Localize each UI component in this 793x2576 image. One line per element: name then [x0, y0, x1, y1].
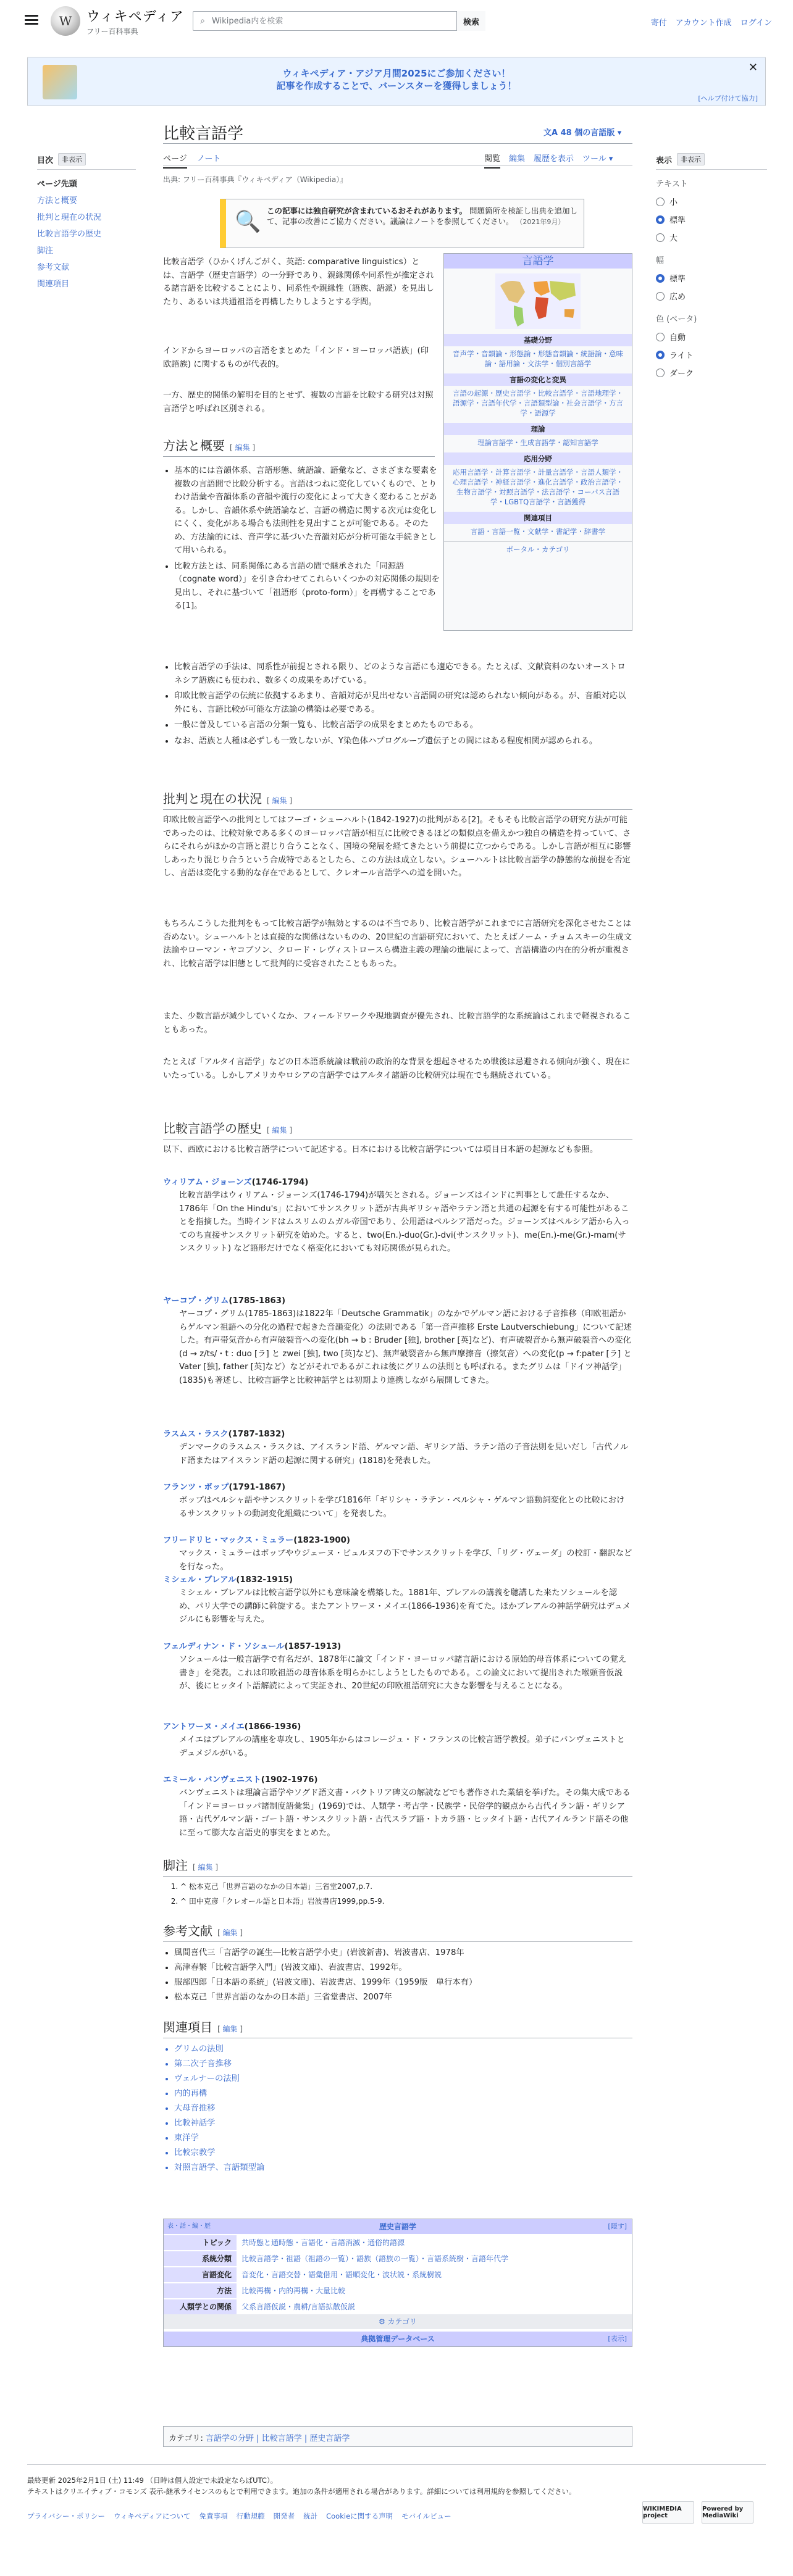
intro-paragraph: 比較言語学（ひかくげんごがく、英語: comparative linguistics）とは、言語学（歴史言語学）の一分野であり、親縁関係や同系性が推定される諸言語を比較することにより、同系性や親縁性（語族、語派）を見出したり、あるいは共通祖語を再構したりしようとする学問。 [163, 257, 434, 307]
color-label: 色 (ベータ) [656, 315, 697, 324]
navbox-row-key: トピック [164, 2235, 237, 2250]
method-list [174, 661, 632, 750]
color-dark[interactable]: ダーク [656, 364, 767, 381]
category-label: カテゴリ: [169, 2434, 203, 2443]
close-icon[interactable]: ✕ [748, 61, 758, 74]
related-item[interactable]: • 比較宗教学 [174, 2147, 264, 2159]
world-map [495, 273, 581, 329]
linguistics-infobox [443, 253, 632, 631]
infobox-links[interactable]: 言語・言語一覧・文献学・書記学・辞書学 [470, 527, 606, 536]
search-input[interactable] [212, 17, 456, 26]
category-link[interactable]: 言語学の分野 [206, 2434, 254, 2443]
method-list [174, 464, 441, 615]
license-text: テキストはクリエイティブ・コモンズ 表示-継承ライセンスのもとで利用できます。追加の条件が適用される場合があります。詳細については利用規約を参照してください。 [27, 2487, 576, 2496]
color-auto[interactable]: 自動 [656, 328, 767, 346]
section-heading: 方法と概要 [ 編集 ] [163, 436, 435, 457]
paragraph: 印欧比較言語学への批判としてはフーゴ・シューハルト(1842-1927)の批判がある[2]。そもそも比較言語学の研究方法が可能であったのは、比較対象である多くのヨーロッパ言語が相互に比較できるほどの類似点を備えかつ独自の構造を持っていて、さらにそれらがほかの言語と混じり合うことなく、国境の発展を経てきたという前提に立つからである。しかし言語が相互に影響しあったり混じり合うという合成特であるとしたら、この方法は成立しない。シューハルトは比較言語学の静態的な前提を否定し、言語は変化する動的な存在であるとして、クレオール言語学への道を開いた。 [163, 815, 631, 878]
edit-section-link[interactable]: 編集 [272, 1126, 287, 1135]
source-note: 出典: フリー百科事典『ウィキペディア（Wikipedia）』 [163, 175, 348, 184]
section-heading: 脚注 [ 編集 ] [163, 1856, 632, 1877]
last-edited: 最終更新 2025年2月1日 (土) 11:49 （日時は個人設定で未設定ならばUTC）。 [27, 2476, 278, 2485]
wikipedia-logo[interactable]: W [51, 6, 80, 36]
search-box [193, 11, 485, 31]
navbox-row-value[interactable]: 音変化・言語交替・語彙借用・語順変化・波状説・系統樹説 [237, 2267, 632, 2282]
footer-link[interactable]: ウィキペディアについて [113, 2512, 191, 2520]
appearance-title: 表示 [656, 156, 673, 165]
person-heading: アントワーヌ・メイエ(1866-1936) [163, 1722, 301, 1732]
notice-title: この記事には独自研究が含まれているおそれがあります。 [267, 206, 468, 215]
table-of-contents [37, 153, 136, 293]
footer-link[interactable]: モバイルビュー [401, 2512, 451, 2520]
person-heading: ミシェル・ブレアル(1832-1915) [163, 1575, 293, 1585]
donate-link[interactable]: 寄付 [650, 19, 667, 28]
navbox-row-value[interactable]: 比較言語学・祖語（祖語の一覧）・語族（語族の一覧）・言語系統樹・言語年代学 [237, 2251, 632, 2266]
wordmark[interactable]: ウィキペディア フリー百科事典 [86, 9, 184, 36]
person-heading: ウィリアム・ジョーンズ(1746-1794) [163, 1178, 309, 1187]
related-item[interactable]: • 対照言語学、言語類型論 [174, 2162, 264, 2174]
related-item[interactable]: • グリムの法則 [174, 2043, 264, 2056]
person-text: メイエはブレアルの講座を専攻し、1905年からはコレージュ・ド・フランスの比較言語学教授。弟子にバンヴェニストとデュメジルがいる。 [179, 1735, 625, 1758]
footer-link[interactable]: 行動規範 [236, 2512, 265, 2520]
paragraph: 以下、西欧における比較言語学について記述する。日本における比較言語学については項目日本語の起源なども参照。 [163, 1145, 598, 1154]
personal-links [651, 16, 772, 28]
reference-item: • 松本克己「世界言語のなかの日本語」三省堂書店、2007年 [174, 1991, 632, 2004]
navbox-title[interactable]: 歴史言語学 [379, 2222, 416, 2231]
toc-item[interactable]: 批判と現在の状況 [37, 213, 102, 222]
edit-section-link[interactable]: 編集 [235, 443, 250, 452]
footer-link[interactable]: 開発者 [273, 2512, 295, 2520]
language-icon: 文A [543, 128, 558, 138]
text-size-small[interactable]: 小 [656, 193, 767, 210]
person-heading: エミール・バンヴェニスト(1902-1976) [163, 1775, 318, 1785]
person-text: ソシュールは一般言語学で有名だが、1878年に論文「インド・ヨーロッパ諸言語における原始的母音体系についての覚え書き」を発表。これは印欧祖語の母音体系を明らかにしようとしたものである。この論文において提出された喉頭音仮説が、後にヒッタイト語解読によって実証され、20世紀の印欧祖語研究に大きな影響を与えることになる。 [179, 1655, 627, 1691]
navbox-row-value[interactable]: 共時態と通時態・言語化・言語消滅・通俗的語源 [237, 2235, 632, 2250]
person-heading: ヤーコプ・グリム(1785-1863) [163, 1296, 286, 1306]
category-link[interactable]: 比較言語学 [261, 2434, 302, 2443]
section-heading: 比較言語学の歴史 [ 編集 ] [163, 1119, 632, 1140]
edit-section-link[interactable]: 編集 [272, 796, 287, 805]
banner-line2[interactable]: 記事を作成することで、バーンスターを獲得しましょう！ [276, 80, 517, 91]
page-title: 比較言語学 [163, 125, 244, 143]
infobox-section: 基礎分野 [444, 334, 632, 346]
person-text: ヤーコプ・グリム(1785-1863)は1822年「Deutsche Grammatik」のなかでゲルマン語における子音推移（印欧祖語からゲルマン祖語への分化の過程で起きた音韻変化）の法則である「第一音声推移 Erste Lautverschiebung」について記述した。有声帯気音から有声破裂音への変化(bh → b : Bruder [独], brother [英]など)、有声破裂音から無声破裂音への変化(d → z/ts/・t : duo [ラ] と zwei [独], two [英]など)、無声破裂音から無声摩擦音（擦気音）への変化(p → f:pater [ラ] と Vater [独], father [英]など）などがそれであるがこれは後にグリムの法則とも呼ばれる。またグリムは「ドイツ神話学」(1835)も著述し、比較言語学と比較神話学とは初期より連携しながら展開してきた。 [179, 1309, 632, 1385]
list-item: • 印欧比較言語学の伝統に依拠するあまり、音韻対応が見出せない言語間の研究は認められない傾向がある。が、音韻対応以外にも、言語比較が可能な方法論の構築は必要である。 [174, 690, 632, 716]
intro-paragraph: インドからヨーロッパの言語をまとめた「インド・ヨーロッパ語族」(印欧語族) に関するものが代表的。 [163, 346, 429, 369]
person-heading: フリードリヒ・マックス・ミュラー(1823-1900) [163, 1536, 350, 1545]
person-heading: フェルディナン・ド・ソシュール(1857-1913) [163, 1642, 342, 1651]
infobox-links[interactable]: 言語の起源・歴史言語学・比較言語学・言語地理学・語源学・言語年代学・言語類型論・社会言語学・方言学・語源学 [453, 389, 623, 417]
paragraph: また、少数言語が減少していくなか、フィールドワークや現地調査が優先され、比較言語学的な系統論はこれまで軽視されることもあった。 [163, 1012, 631, 1035]
infobox-section: 関連項目 [444, 512, 632, 524]
reference-item: • 服部四郎「日本語の系統」(岩波文庫)、岩波書店、1999年（1959版 単行本有） [174, 1977, 632, 1989]
width-label: 幅 [656, 256, 665, 265]
magnifier-icon: 🔍 [235, 209, 261, 234]
person-text: ミシェル・ブレアルは比較言語学以外にも意味論を構築した。1881年、ブレアルの講義を聴講した来たソシュールを認め、パリ大学での講師に斡旋する。またアントワーヌ・メイエ(1866-1936)を育てた。ほかブレアルの神話学研究はデュメジルにも影響を与えた。 [179, 1588, 631, 1624]
infobox-links[interactable]: 音声学・音韻論・形態論・形態音韻論・統語論・意味論・語用論・文法学・個別言語学 [453, 349, 623, 368]
infobox-title[interactable]: 言語学 [444, 254, 632, 269]
person-heading: ラスムス・ラスク(1787-1832) [163, 1430, 285, 1439]
banner-help-link[interactable]: [ヘルプ付けて協力] [698, 94, 758, 102]
navbox-row-key: 人類学との関係 [164, 2299, 237, 2314]
related-item[interactable]: • ヴェルナーの法則 [174, 2073, 264, 2085]
appearance-hide-button[interactable]: 非表示 [677, 153, 705, 165]
world-map-image [495, 273, 581, 329]
reference-list [174, 1947, 632, 2006]
main-menu-icon[interactable] [25, 15, 38, 25]
login-link[interactable]: ログイン [740, 19, 772, 28]
navbox-row-value[interactable]: 比較再構・内的再構・大量比較 [237, 2283, 632, 2298]
language-button[interactable]: 文A 48 個の言語版 ▾ [543, 128, 622, 138]
text-size-large[interactable]: 大 [656, 228, 767, 246]
tab-edit[interactable]: 編集 [509, 154, 526, 164]
text-size-label: テキスト [656, 180, 688, 189]
create-account-link[interactable]: アカウント作成 [675, 19, 732, 28]
footer-link[interactable]: Cookieに関する声明 [326, 2512, 393, 2520]
list-item: • 比較方法とは、同系関係にある言語の間で継承された「同源語（cognate word）」を引き合わせてこれらいくつかの対応関係の規則を見出し、それに基づいて「祖語形（proto-form）」を再構することである[1]。 [174, 560, 441, 613]
edit-section-link[interactable]: 編集 [222, 2025, 238, 2033]
navbox-category-link[interactable]: ⚙ カテゴリ [164, 2314, 632, 2329]
tab-talk[interactable]: ノート [196, 154, 221, 164]
infobox-section: 理論 [444, 423, 632, 435]
person-text: 比較言語学はウィリアム・ジョーンズ(1746-1794)が嚆矢とされる。ジョーンズはインドに判事として赴任するなか、1786年「On the Hindu's」においてサンスクリット語が古典ギリシャ語やラテン語と共通の起源を有する可能性があることを指摘した。当時インドはムスリムのムガル帝国であり、公用語はペルシア語だった。ジョーンズはペルシア語から入ってのち直接サンスクリット研究を始めた。すると、two(En.)-duo(Gr.)-dvi(サンスクリット)、me(En.)-me(Gr.)-mam(サンスクリット) など語形だけでなく格変化においても対応関係が見られた。 [179, 1191, 630, 1253]
related-item[interactable]: • 内的再構 [174, 2088, 264, 2100]
reference-item: • 風間喜代三「言語学の誕生―比較言語学小史」(岩波新書)、岩波書店、1978年 [174, 1947, 632, 1959]
search-button[interactable]: 検索 [456, 11, 485, 31]
width-wide[interactable]: 広め [656, 287, 767, 305]
paragraph: もちろんこうした批判をもって比較言語学が無効とするのは不当であり、比較言語学がこれまでに言語研究を深化させたことは否めない。シューハルトとは直接的な関係はないものの、20世紀の言語研究において、たとえばノーム・チョムスキーの生成文法論やローマン・ヤコブソン、クロード・レヴィストロースら構造主義の理論の進展によって、言語構造の内在的分析が重視され、比較言語学は旧態として批判的に受容されたこともあった。 [163, 919, 632, 969]
navbox-row-key: 方法 [164, 2283, 237, 2298]
wikimedia-badge[interactable]: WIKIMEDIA project [642, 2501, 694, 2524]
related-item[interactable]: • 東洋学 [174, 2132, 264, 2145]
toc-item[interactable]: 方法と概要 [37, 196, 78, 206]
section-heading: 批判と現在の状況 [ 編集 ] [163, 789, 632, 810]
category-bar: カテゴリ: 言語学の分野 | 比較言語学 | 歴史言語学 [163, 2426, 632, 2447]
navbox-row-value[interactable]: 父系言語仮説・農耕/言語拡散仮説 [237, 2299, 632, 2314]
person-heading: フランツ・ボップ(1791-1867) [163, 1483, 286, 1492]
toc-item[interactable]: 脚注 [37, 246, 54, 256]
toc-title: 目次 [37, 156, 54, 165]
footnote-list [180, 1880, 384, 1910]
infobox-section: 応用分野 [444, 452, 632, 465]
list-item: • 比較言語学の手法は、同系性が前提とされる限り、どのような言語にも適応できる。たとえば、文献資料のないオーストロネシア語族にも使われ、数多くの成果をあげている。 [174, 661, 632, 687]
footer-link[interactable]: 免責事項 [199, 2512, 228, 2520]
tab-tools[interactable]: ツール ▾ [582, 154, 613, 164]
related-item[interactable]: • 第二次子音推移 [174, 2058, 264, 2070]
campaign-banner [27, 57, 766, 106]
toc-item[interactable]: 関連項目 [37, 280, 70, 289]
infobox-links[interactable]: 応用言語学・計算言語学・計量言語学・言語人類学・心理言語学・神経言語学・進化言語学・政治言語学・生物言語学・対照言語学・法言語学・コーパス言語学・LGBTQ言語学・言語獲得 [453, 468, 623, 506]
section-heading: 参考文献 [ 編集 ] [163, 1921, 632, 1942]
tab-page[interactable]: ページ [163, 152, 187, 169]
section-heading: 関連項目 [ 編集 ] [163, 2017, 632, 2038]
maintenance-notice [220, 199, 584, 248]
infobox-portal-link[interactable]: ポータル・カテゴリ [444, 541, 632, 557]
authority-control-title[interactable]: 典拠管理データベース [361, 2335, 435, 2343]
footer-link[interactable]: 統計 [303, 2512, 318, 2520]
infobox-section: 言語の変化と変異 [444, 373, 632, 386]
toc-hide-button[interactable]: 非表示 [58, 153, 86, 165]
reference-item: • 高津春繁「比較言語学入門」(岩波文庫)、岩波書店、1992年。 [174, 1962, 632, 1974]
list-item: • 一般に普及している言語の分類一覧も、比較言語学の成果をまとめたものである。 [174, 719, 632, 732]
notice-body: 問題箇所を検証し出典を追加して、記事の改善にご協力ください。議論はノートを参照してください。 [267, 206, 578, 226]
intro-paragraph: 一方、歴史的関係の解明を目的とせず、複数の言語を比較する研究は対照言語学と呼ばれ区別される。 [163, 391, 434, 414]
toc-item[interactable]: 参考文献 [37, 263, 70, 272]
toc-item[interactable]: ページ先頭 [37, 180, 77, 189]
tab-read[interactable]: 閲覧 [484, 152, 500, 169]
person-text: ボップはペルシャ語やサンスクリットを学び1816年「ギリシャ・ラテン・ペルシャ・ゲルマン語動詞変化との比較におけるサンスクリットの動詞変化組織について」を発表した。 [179, 1496, 625, 1519]
navbox-row-key: 言語変化 [164, 2267, 237, 2282]
site-header [0, 0, 793, 44]
divider [163, 165, 632, 166]
list-item: • 基本的には音韻体系、言語形態、統語論、語彙など、さまざまな要素を複数の言語間で比較分析する。言語はつねに変化していくもので、とりわけ語彙や音韻体系の音韻や流行の変化によって大きく変わることがある。しかし、音韻体系や統語論など、言語の構造に関する次元は変化しにくく、変化がある場合も法則性を見出すことが可能である。そのため、方法論的には、音声学に基づいた音韻対応が分析可能な手続きとして用いられる。 [174, 464, 441, 557]
related-item[interactable]: • 比較神話学 [174, 2117, 264, 2130]
search-icon: ⌕ [200, 16, 205, 26]
mediawiki-badge[interactable]: Powered by MediaWiki [702, 2501, 753, 2524]
related-item[interactable]: • 大母音推移 [174, 2103, 264, 2115]
list-item: • なお、語族と人種は必ずしも一致しないが、Y染色体ハプログループ遺伝子との間にはある程度相関が認められる。 [174, 735, 632, 748]
footer-link[interactable]: プライバシー・ポリシー [27, 2512, 105, 2520]
edit-section-link[interactable]: 編集 [222, 1928, 238, 1937]
navbox-vde[interactable]: 表・話・編・歴 [167, 2223, 211, 2230]
person-text: マックス・ミュラーはボップやウジェーヌ・ビュルヌフの下でサンスクリットを学び、「リグ・ヴェーダ」の校訂・翻訳などを行なった。 [179, 1549, 632, 1572]
edit-section-link[interactable]: 編集 [198, 1863, 213, 1872]
color-light[interactable]: ライト [656, 346, 767, 364]
navbox-toggle[interactable]: [隠す] [608, 2222, 627, 2230]
navbox-row-key: 系統分類 [164, 2251, 237, 2266]
banner-line1[interactable]: ウィキペディア・アジア月間2025にご参加ください！ [282, 68, 511, 79]
notice-date: （2021年9月） [516, 218, 565, 226]
person-text: バンヴェニストは理論言語学やソグド語文書・バクトリア碑文の解読などでも著作された業績を挙げた。その集大成である「インド＝ヨーロッパ諸制度語彙集」(1969)では、人類学・考古学・民族学・民俗学的観点から古代イラン語・ギリシア語・古代ゲルマン語・ゴート語・サンスクリット語・古代スラブ語・トカラ語・ヒッタイト語・古代アイルランド語その他に至って膨大な言語史的事実をまとめた。 [179, 1788, 631, 1838]
person-text: デンマークのラスムス・ラスクは、アイスランド語、ゲルマン語、ギリシア語、ラテン語の子音法則を見いだし「古代ノルド語またはアイスランド語の起源に関する研究」(1818)を発表した。 [179, 1443, 629, 1465]
width-standard[interactable]: 標準 [656, 269, 767, 287]
footnote-item: 2. ^ 田中克彦「クレオール語と日本語」岩波書店1999,pp.5-9. [180, 1895, 384, 1907]
related-list [174, 2043, 264, 2177]
authority-toggle[interactable]: [表示] [608, 2335, 627, 2343]
appearance-panel [656, 153, 767, 381]
paragraph: たとえば「アルタイ言語学」などの日本語系統論は戦前の政治的な背景を想起させるため戦後は忌避される傾向が強く、現在にいたっている。しかしアメリカやロシアの言語学ではアルタイ諸語の比較研究は現在でも継続されている。 [163, 1057, 631, 1080]
divider [163, 143, 632, 144]
category-link[interactable]: 歴史言語学 [309, 2434, 350, 2443]
tab-history[interactable]: 履歴を表示 [534, 154, 574, 164]
toc-item[interactable]: 比較言語学の歴史 [37, 230, 102, 239]
infobox-links[interactable]: 理論言語学・生成言語学・認知言語学 [477, 438, 598, 447]
footnote-item: 1. ^ 松本克己「世界言語のなかの日本語」三省堂2007,p.7. [180, 1880, 384, 1893]
historical-linguistics-navbox [163, 2219, 632, 2347]
text-size-standard[interactable]: 標準 [656, 210, 767, 228]
